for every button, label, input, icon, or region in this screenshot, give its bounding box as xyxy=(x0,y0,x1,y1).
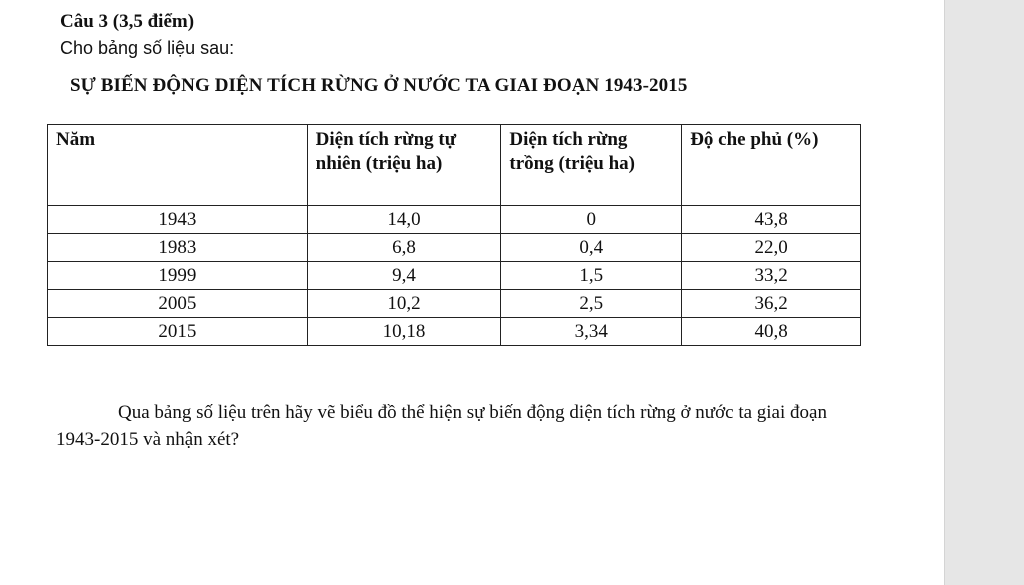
cell-planted: 3,34 xyxy=(501,318,682,346)
cell-year: 1943 xyxy=(48,206,308,234)
cell-natural: 10,18 xyxy=(307,318,501,346)
table-row xyxy=(48,290,861,318)
intro-text: Cho bảng số liệu sau: xyxy=(60,38,235,58)
cell-coverage: 22,0 xyxy=(682,234,861,262)
cell-natural: 9,4 xyxy=(307,262,501,290)
header-natural-forest: Diện tích rừng tự nhiên (triệu ha) xyxy=(307,125,501,206)
cell-coverage: 40,8 xyxy=(682,318,861,346)
viewer-side-gutter xyxy=(944,0,1024,585)
cell-year: 1999 xyxy=(48,262,308,290)
cell-planted: 0 xyxy=(501,206,682,234)
header-year: Năm xyxy=(48,125,308,206)
header-planted-forest: Diện tích rừng trồng (triệu ha) xyxy=(501,125,682,206)
cell-year: 2005 xyxy=(48,290,308,318)
cell-year: 1983 xyxy=(48,234,308,262)
cell-year: 2015 xyxy=(48,318,308,346)
question-prompt: Qua bảng số liệu trên hãy vẽ biểu đồ thể hiện sự biến động diện tích rừng ở nước ta giai đoạn 1943-2015 và nhận xét? xyxy=(56,402,827,450)
question-title: Câu 3 (3,5 điểm) xyxy=(60,11,195,32)
cell-coverage: 43,8 xyxy=(682,206,861,234)
table-title: SỰ BIẾN ĐỘNG DIỆN TÍCH RỪNG Ở NƯỚC TA GIAI ĐOẠN 1943-2015 xyxy=(70,75,688,96)
table-row xyxy=(48,234,861,262)
cell-coverage: 33,2 xyxy=(682,262,861,290)
table-row xyxy=(48,262,861,290)
table-row xyxy=(48,318,861,346)
table-row xyxy=(48,206,861,234)
header-coverage: Độ che phủ (%) xyxy=(682,125,861,206)
cell-natural: 10,2 xyxy=(307,290,501,318)
forest-area-table xyxy=(47,124,861,346)
cell-coverage: 36,2 xyxy=(682,290,861,318)
table-header-row xyxy=(48,125,861,206)
cell-natural: 14,0 xyxy=(307,206,501,234)
cell-planted: 0,4 xyxy=(501,234,682,262)
cell-natural: 6,8 xyxy=(307,234,501,262)
cell-planted: 2,5 xyxy=(501,290,682,318)
cell-planted: 1,5 xyxy=(501,262,682,290)
